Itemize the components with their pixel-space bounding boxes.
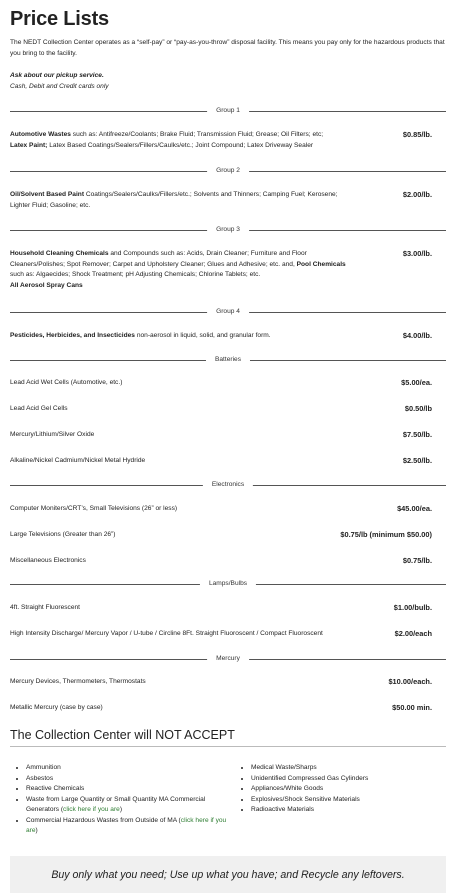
group-3-header: Group 3 — [10, 225, 446, 235]
mercury-header: Mercury — [10, 654, 446, 664]
page-title: Price Lists — [10, 8, 109, 30]
list-item: • Commercial Hazardous Wastes from Outside of MA (click here if you are) — [26, 816, 232, 837]
not-accept-list-left — [10, 763, 232, 837]
lamps-header: Lamps/Bulbs — [10, 579, 446, 589]
click-here-link[interactable]: click here if you are — [26, 816, 227, 834]
payment-note: Cash, Debit and Credit cards only — [10, 83, 109, 90]
list-item: • Ammunition — [26, 763, 232, 774]
not-accept-list-right — [235, 763, 451, 816]
group-4-header: Group 4 — [10, 307, 446, 317]
group-4-row — [10, 331, 446, 342]
group-1-price: $0.85/lb. — [402, 130, 432, 139]
list-item: • Medical Waste/Sharps — [251, 763, 451, 774]
group-2-description: Oil/Solvent Based Paint Coatings/Sealers/Caulks/Fillers/etc.; Solvents and Thinners; Camping Fuel; Kerosene; Lighter Fluid; Gasoline; etc. — [10, 191, 338, 209]
list-item: • Waste from Large Quantity or Small Quantity MA Commercial Generators (click here if you are) — [26, 795, 232, 816]
not-accept-divider — [10, 746, 446, 747]
batteries-header: Batteries — [10, 355, 446, 365]
list-item: • Appliances/White Goods — [251, 784, 451, 795]
list-item: • Unidentified Compressed Gas Cylinders — [251, 774, 451, 785]
group-3-price: $3.00/lb. — [402, 249, 432, 258]
group-3-description: Household Cleaning Chemicals and Compounds such as: Acids, Drain Cleaner; Furniture and Floor Cleaners/Polishes; Spot Remover; Carpet and Upholstery Cleaner; Glues and Adhesive; etc. and, Pool Chemicals such as: Algaecides; Shock Treatment; pH Adjusting Chemicals; Chlorine Tablets; etc. All Aerosol Spray Cans — [10, 250, 346, 289]
list-item: • Radioactive Materials — [251, 805, 451, 816]
group-2-header: Group 2 — [10, 166, 446, 176]
group-3-row — [10, 249, 446, 293]
group-1-description: Automotive Wastes such as: Antifreeze/Coolants; Brake Fluid; Transmission Fluid; Grease; Oil Filters; etc; Latex Paint; Latex Based Coatings/Sealers/Fillers/Caulks/etc.; Joint Compound; Latex Driveway Sealer — [10, 131, 324, 149]
pickup-note: Ask about our pickup service. — [10, 72, 104, 79]
group-2-price: $2.00/lb. — [402, 190, 432, 199]
not-accept-title: The Collection Center will NOT ACCEPT — [10, 728, 235, 742]
group-2-row — [10, 190, 446, 212]
price-lists-page: Price Lists The NEDT Collection Center operates as a “self-pay” or “pay-as-you-throw” disposal facility. This means you pay only for the hazardous products that you bring to the facility. Ask about our pickup service. Cash, Debit and Credit cards only Group 1 Automotive Wastes such as: Antifreeze/Coolants; Brake Fluid; Transmission Fluid; Grease; Oil Filters; etc; Latex Paint; Latex Based Coatings/Sealers/Fillers/Caulks/etc.; Joint Compound; Latex Driveway Sealer $0.85/lb. Group 2 Oil/Solvent Based Paint Coatings/Sealers/Caulks/Fillers/etc.; Solvents and Thinners; Camping Fuel; Kerosene; Lighter Fluid; Gasoline; etc. $2.00/lb. Group 3 Household Cleaning Chemicals and Compounds such as: Acids, Drain Cleaner; Furniture and Floor Cleaners/Polishes; Spot Remover; Carpet and Upholstery Cleaner; Glues and Adhesive; etc. and, Pool Chemicals such as: Algaecides; Shock Treatment; pH Adjusting Chemicals; Chlorine Tablets; etc. All Aerosol Spray Cans $3.00/lb. Group 4 Pesticides, Herbicides, and Insecticides non-aerosol in liquid, solid, and granular form. $4.00/lb. Batteries Lead Acid Wet Cells (Automotive, etc.) $5.00/ea. Lead Acid Gel Cells $0.50/lb Mercury/Lithium/Silver Oxide $7.50/lb. Alkaline/Nickel Cadmium/Nickel Metal Hydride $2.50/lb. Electronics Computer Moniters/CRT’s, Small Televisions (26” or less) $45.00/ea. Large Televisions (Greater than 26”) $0.75/lb (minimum $50.00) Miscellaneous Electronics $0.75/lb. Lamps/Bulbs 4ft. Straight Fluorescent $1.00/bulb. High Intensity Discharge/ Mercury Vapor / U-tube / Circline 8Ft. Straight Fluoroscent / Compact Fluoroscent $2.00/each Mercury Mercury Devices, Thermometers, Thermostats $10.00/each. Metallic Mercury (case by case) $50.00 min. The Collection Center will NOT ACCEPT • Ammunition • Asbestos • Reactive Chemicals • Waste from Large Quantity or Small Quantity MA Commercial Generators (click here if you are) • Commercial Hazardous Wastes from Outside of MA (click here if you are) • Medical Waste/Sharps • Unidentified Compressed Gas Cylinders • Appliances/White Goods • Explosives/Shock Sensitive Materials • Radioactive Materials Buy only what you need; Use up what you have; and Recycle any leftovers. — [0, 0, 456, 893]
group-1-row — [10, 130, 446, 152]
recycle-banner: Buy only what you need; Use up what you have; and Recycle any leftovers. — [10, 856, 446, 893]
group-4-description: Pesticides, Herbicides, and Insecticides non-aerosol in liquid, solid, and granular form. — [10, 332, 271, 339]
list-item: • Asbestos — [26, 774, 232, 785]
electronics-header: Electronics — [10, 480, 446, 490]
list-item: • Reactive Chemicals — [26, 784, 232, 795]
group-4-price: $4.00/lb. — [402, 331, 432, 340]
intro-paragraph: The NEDT Collection Center operates as a “self-pay” or “pay-as-you-throw” disposal facility. This means you pay only for the hazardous products that you bring to the facility. — [10, 39, 445, 57]
click-here-link[interactable]: click here if you are — [63, 806, 120, 813]
list-item: • Explosives/Shock Sensitive Materials — [251, 795, 451, 806]
group-1-header: Group 1 — [10, 106, 446, 116]
